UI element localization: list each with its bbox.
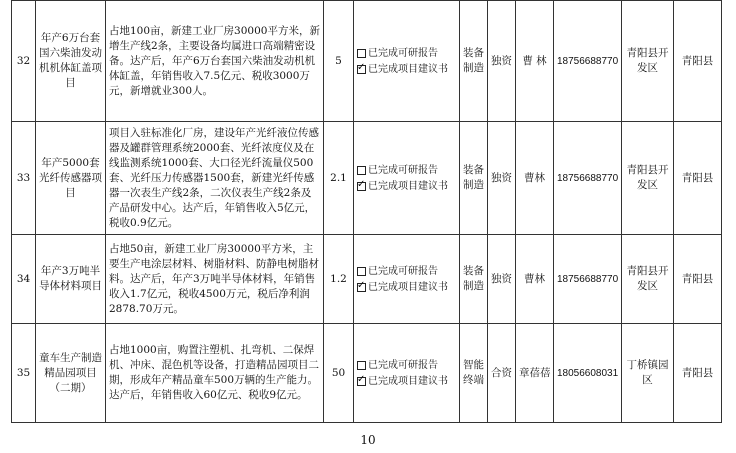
industry-type: 装备制造 <box>460 235 488 324</box>
table-row <box>12 122 722 235</box>
status-cell <box>354 235 460 324</box>
status-label: 已完成项目建议书 <box>368 63 448 75</box>
row-number: 34 <box>12 235 36 324</box>
industry-type: 智能终端 <box>460 324 488 423</box>
project-name: 童车生产制造精品园项目（二期） <box>36 324 106 423</box>
investment-amount: 50 <box>324 324 354 423</box>
table-row <box>12 1 722 122</box>
page-number: 10 <box>360 433 376 447</box>
status-cell <box>354 324 460 423</box>
checked-checkbox-icon <box>357 182 366 191</box>
investment-amount: 2.1 <box>324 122 354 235</box>
project-location: 青阳县开发区 <box>622 1 674 122</box>
cooperation-type: 独资 <box>488 122 516 235</box>
cooperation-type: 合资 <box>488 324 516 423</box>
cooperation-type: 独资 <box>488 1 516 122</box>
status-option <box>357 178 456 194</box>
checkbox-icon <box>357 166 366 175</box>
status-option <box>357 373 456 389</box>
row-number: 32 <box>12 1 36 122</box>
status-option <box>357 279 456 295</box>
county: 青阳县 <box>674 122 722 235</box>
contact-phone: 18756688770 <box>554 235 622 324</box>
contact-person: 曹 林 <box>516 1 554 122</box>
project-name: 年产5000套光纤传感器项目 <box>36 122 106 235</box>
project-name: 年产6万台套国六柴油发动机机体缸盖项目 <box>36 1 106 122</box>
status-label: 已完成项目建议书 <box>368 375 448 387</box>
status-option <box>357 162 456 178</box>
industry-type: 装备制造 <box>460 122 488 235</box>
row-number: 33 <box>12 122 36 235</box>
status-label: 已完成项目建议书 <box>368 180 448 192</box>
cooperation-type: 独资 <box>488 235 516 324</box>
project-location: 青阳县开发区 <box>622 235 674 324</box>
status-label: 已完成可研报告 <box>368 164 438 176</box>
contact-phone: 18056608031 <box>554 324 622 423</box>
table-row <box>12 324 722 423</box>
table-row <box>12 235 722 324</box>
contact-person: 章蓓蓓 <box>516 324 554 423</box>
project-description: 项目入驻标准化厂房，建设年产光纤液位传感器及罐群管理系统2000套、光纤浓度仪及在线监测系统1000套、大口径光纤流量仪500套、光纤压力传感器1500套，新建光纤传感器一次表生产线2条，二次仪表生产线2条及产品研发中心。达产后，年销售收入5亿元，税收0.9亿元。 <box>106 122 324 235</box>
investment-amount: 1.2 <box>324 235 354 324</box>
status-option <box>357 61 456 77</box>
checked-checkbox-icon <box>357 377 366 386</box>
industry-type: 装备制造 <box>460 1 488 122</box>
project-description: 占地100亩，新建工业厂房30000平方米，新增生产线2条，主要设备均属进口高端精密设备。达产后，年产6万台套国六柴油发动机机体缸盖，年销售收入7.5亿元、税收3000万元，新增就业300人。 <box>106 1 324 122</box>
checkbox-icon <box>357 267 366 276</box>
checkbox-icon <box>357 361 366 370</box>
projects-table <box>11 0 722 423</box>
status-label: 已完成可研报告 <box>368 265 438 277</box>
project-location: 丁桥镇园区 <box>622 324 674 423</box>
status-label: 已完成可研报告 <box>368 47 438 59</box>
county: 青阳县 <box>674 235 722 324</box>
status-option <box>357 357 456 373</box>
county: 青阳县 <box>674 1 722 122</box>
status-label: 已完成可研报告 <box>368 359 438 371</box>
project-description: 占地1000亩，购置注塑机、扎弯机、二保焊机、冲床、混色机等设备，打造精品园项目二期，形成年产精品童车500万辆的生产能力。达产后，年销售收入60亿元、税收9亿元。 <box>106 324 324 423</box>
project-name: 年产3万吨半导体材料项目 <box>36 235 106 324</box>
county: 青阳县 <box>674 324 722 423</box>
status-cell <box>354 122 460 235</box>
checked-checkbox-icon <box>357 65 366 74</box>
status-option <box>357 263 456 279</box>
status-cell <box>354 1 460 122</box>
project-location: 青阳县开发区 <box>622 122 674 235</box>
row-number: 35 <box>12 324 36 423</box>
checkbox-icon <box>357 49 366 58</box>
investment-amount: 5 <box>324 1 354 122</box>
contact-person: 曹林 <box>516 122 554 235</box>
contact-phone: 18756688770 <box>554 1 622 122</box>
contact-person: 曹林 <box>516 235 554 324</box>
status-label: 已完成项目建议书 <box>368 281 448 293</box>
project-description: 占地50亩，新建工业厂房30000平方米，主要生产电涂层材料、树脂材料、防静电树脂材料。达产后，年产3万吨半导体材料，年销售收入1.7亿元，税收4500万元，税后净利润2878.70万元。 <box>106 235 324 324</box>
contact-phone: 18756688770 <box>554 122 622 235</box>
status-option <box>357 45 456 61</box>
checked-checkbox-icon <box>357 283 366 292</box>
